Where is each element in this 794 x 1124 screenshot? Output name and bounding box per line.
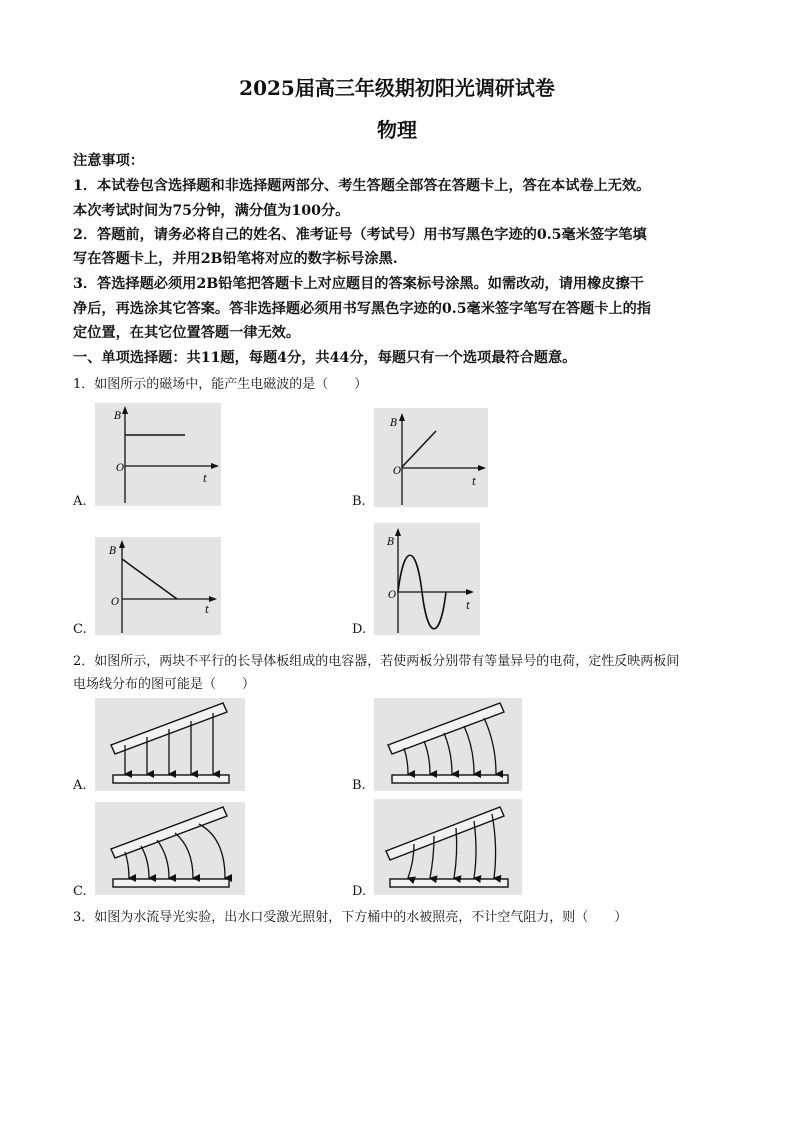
q2-figure-b: [374, 698, 522, 791]
question-3-stem: 3．如图为水流导光实验，出水口受激光照射，下方桶中的水被照亮，不计空气阻力，则（ ）: [73, 910, 628, 925]
q1-graph-a: [95, 403, 221, 506]
axis-label-b: B: [390, 418, 398, 429]
section-heading: 一、单项选择题：共11题，每题4分，共44分，每题只有一个选项最符合题意。: [73, 350, 577, 366]
q2-option-c-label: C.: [73, 884, 87, 899]
axis-origin: O: [388, 590, 397, 601]
q2-option-a-label: A.: [73, 778, 87, 793]
axis-label-t: t: [472, 477, 477, 488]
q1-graph-d: [374, 523, 480, 635]
notes-line: 3．答选择题必须用2B铅笔把答题卡上对应题目的答案标号涂黑。如需改动，请用橡皮擦干: [73, 276, 644, 292]
q1-graph-b: [374, 408, 488, 507]
q2-figure-c: [95, 802, 245, 895]
axis-label-t: t: [205, 605, 210, 616]
notes-line: 写在答题卡上，并用2B铅笔将对应的数字标号涂黑.: [73, 251, 398, 267]
notes-line: 2．答题前，请务必将自己的姓名、准考证号（考试号）用书写黑色字迹的0.5毫米签字笔填: [73, 227, 647, 243]
axis-label-b: B: [387, 537, 395, 548]
question-2-stem-line2: 电场线分布的图可能是（ ）: [73, 677, 256, 692]
q1-option-d-label: D.: [352, 622, 367, 637]
axis-label-b: B: [109, 546, 117, 557]
axis-label-b: B: [114, 411, 122, 422]
q2-option-b-label: B.: [352, 778, 366, 793]
q2-figure-a: [95, 698, 245, 791]
notes-line: 本次考试时间为75分钟，满分值为100分。: [73, 203, 350, 219]
notes-line: 1．本试卷包含选择题和非选择题两部分、考生答题全部答在答题卡上，答在本试卷上无效。: [73, 178, 651, 194]
axis-label-t: t: [466, 601, 471, 612]
q1-graph-c: [95, 537, 221, 635]
notes-line: 定位置，在其它位置答题一律无效。: [73, 325, 301, 341]
axis-origin: O: [393, 466, 402, 477]
q1-option-b-label: B.: [352, 494, 366, 509]
subject-title: 物理: [377, 118, 417, 142]
q2-figure-d: [374, 799, 522, 895]
q2-option-d-label: D.: [352, 884, 367, 899]
question-1-stem: 1．如图所示的磁场中，能产生电磁波的是（ ）: [73, 377, 368, 392]
notes-heading: 注意事项：: [73, 153, 144, 169]
q1-option-a-label: A.: [73, 494, 87, 509]
q1-option-c-label: C.: [73, 622, 87, 637]
axis-origin: O: [116, 463, 125, 474]
notes-line: 净后，再选涂其它答案。答非选择题必须用书写黑色字迹的0.5毫米签字笔写在答题卡上的指: [73, 301, 651, 317]
axis-label-t: t: [203, 474, 208, 485]
question-2-stem-line1: 2．如图所示，两块不平行的长导体板组成的电容器，若使两板分别带有等量异号的电荷，定性反映两板间: [73, 654, 680, 669]
exam-title: 2025届高三年级期初阳光调研试卷: [239, 76, 555, 100]
axis-origin: O: [111, 597, 120, 608]
